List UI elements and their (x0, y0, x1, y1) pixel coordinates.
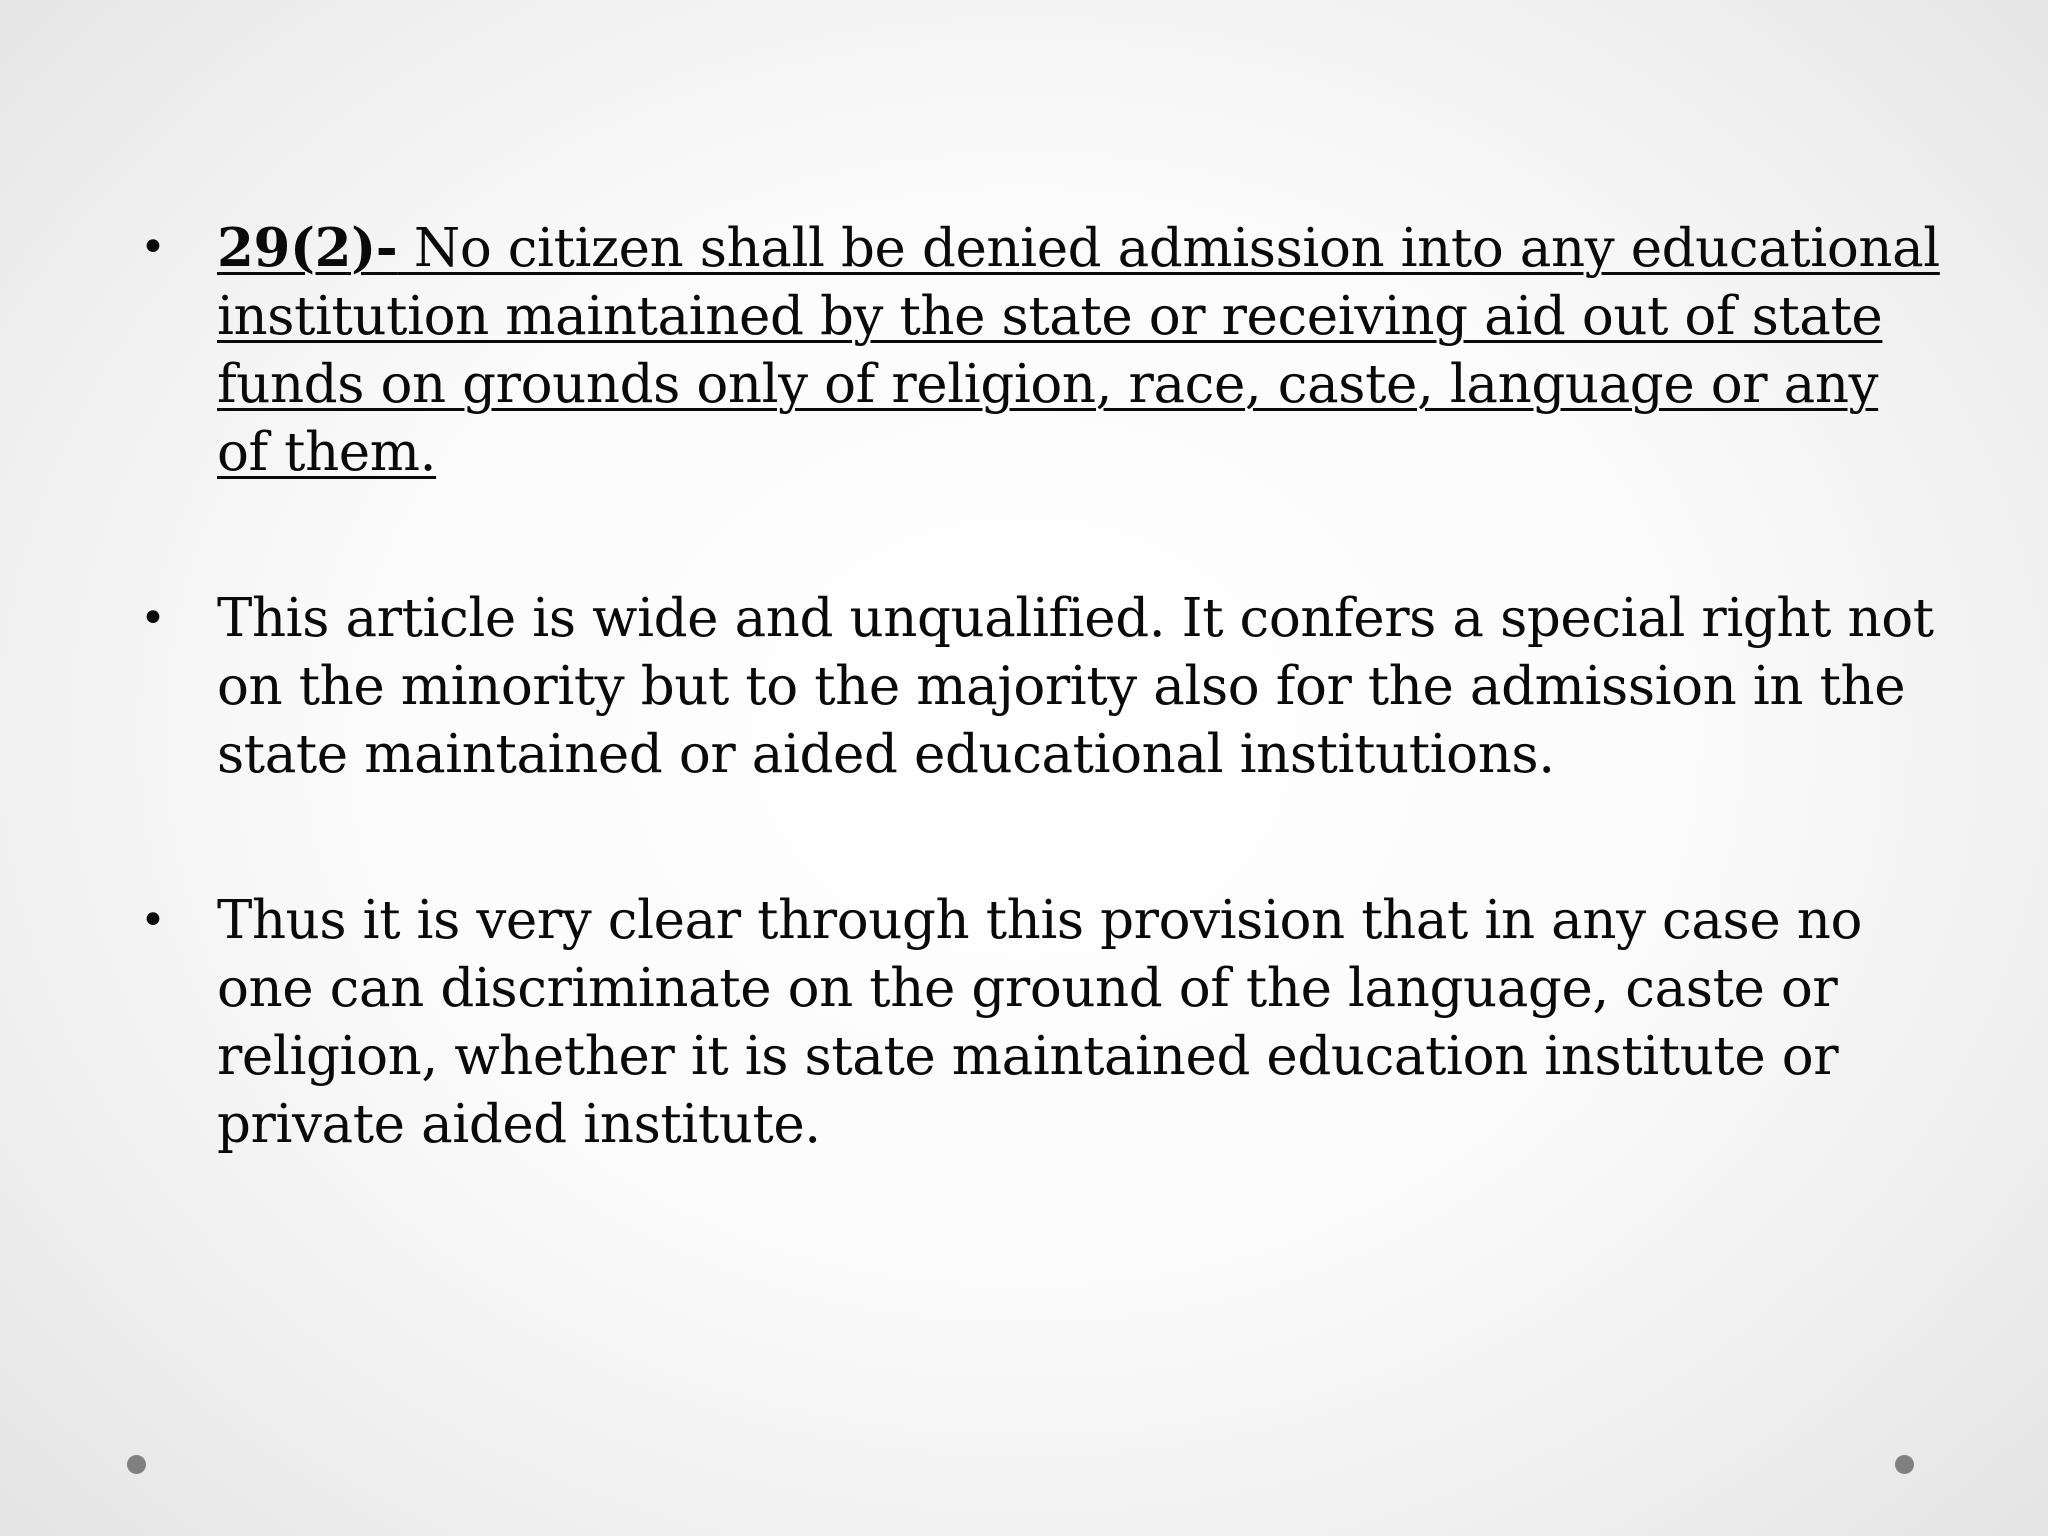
bullet-icon: • (140, 895, 166, 946)
bullet-item-conclusion (140, 887, 1940, 1159)
underlined-clause (217, 218, 1940, 483)
decorative-dot-left-icon (127, 1455, 146, 1474)
bullet-list (140, 214, 1940, 1257)
decorative-dot-right-icon (1895, 1455, 1914, 1474)
bullet-item-wide-unqualified (140, 585, 1940, 789)
bullet-item-article-29-2 (140, 214, 1940, 487)
bullet-icon: • (140, 593, 166, 644)
bullet-text: Thus it is very clear through this provision that in any case no one can discriminate on the ground of the language, caste or religion, whether it is state maintained education institute or private aided institute. (217, 890, 1862, 1155)
article-label: 29(2)- (217, 217, 398, 279)
bullet-text: This article is wide and unqualified. It confers a special right not on the minority but to the majority also for the admission in the state maintained or aided educational institutions. (217, 588, 1934, 785)
bullet-icon: • (140, 222, 166, 273)
clause-text: No citizen shall be denied admission into any educational institution maintained by the state or receiving aid out of state funds on grounds only of religion, race, caste, language or any of them. (217, 218, 1940, 483)
